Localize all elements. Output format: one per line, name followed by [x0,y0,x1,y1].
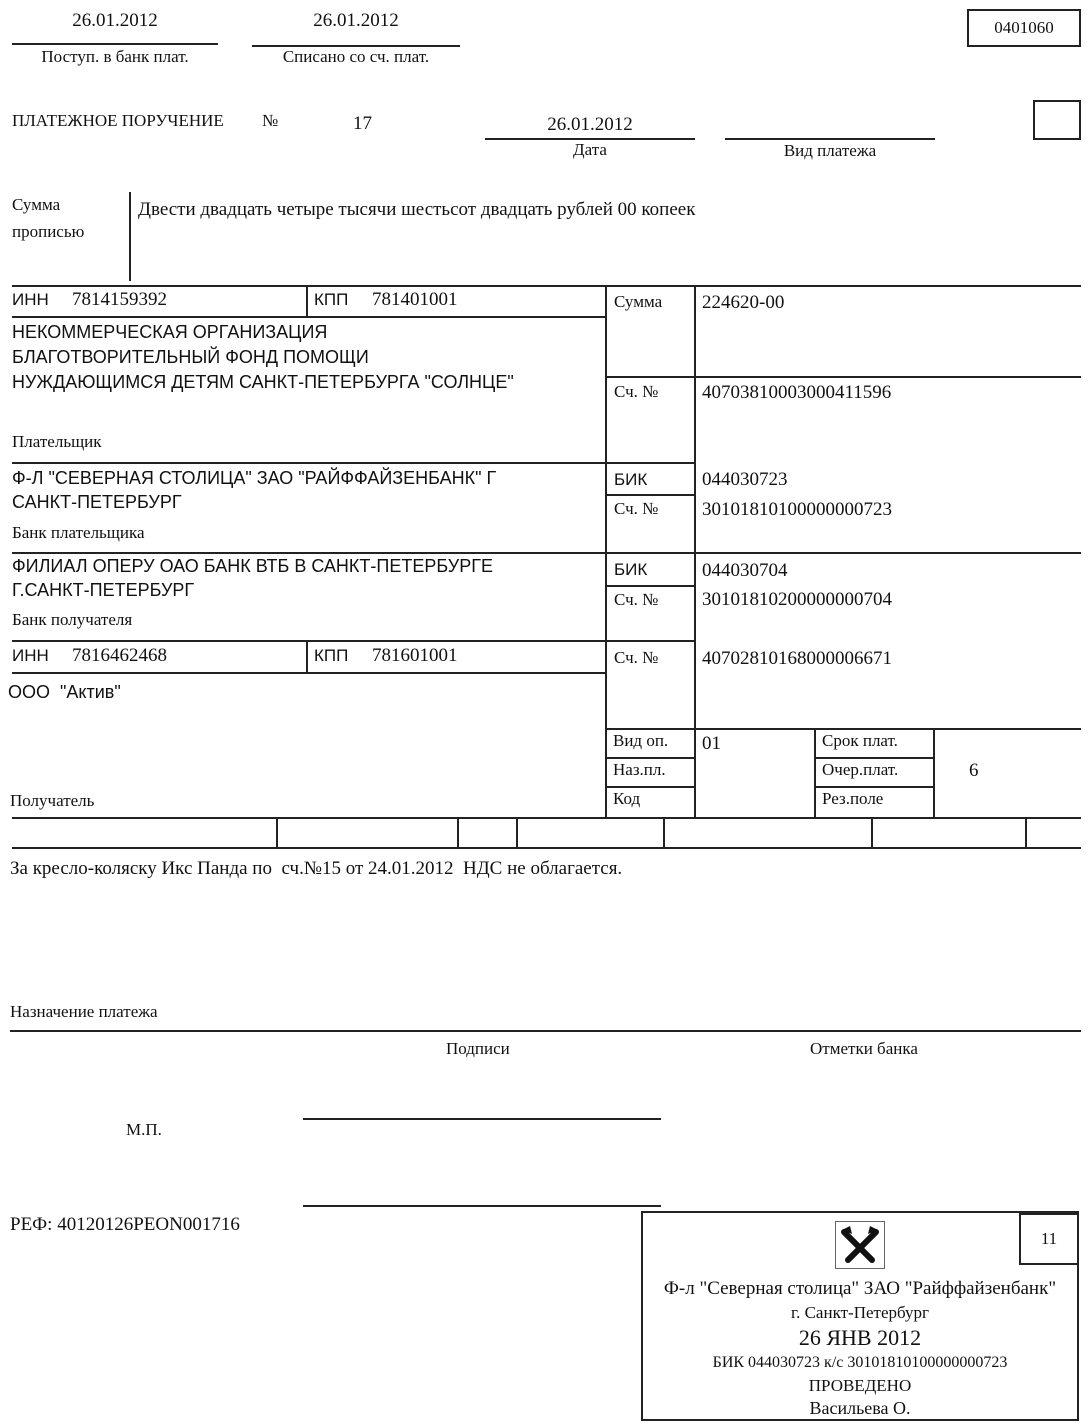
stamp-bank-details: БИК 044030723 к/с 30101810100000000723 [712,1354,1008,1371]
order-date-label: Дата [573,140,607,159]
stamp-place-label: М.П. [126,1120,162,1139]
tax-fields-top-line [12,817,1081,819]
payer-bank-name-line-1: Ф-Л "СЕВЕРНАЯ СТОЛИЦА" ЗАО "РАЙФФАЙЗЕНБАНК" Г [12,468,497,488]
amount-words-divider [129,192,131,281]
payee-account: 40702810168000006671 [702,648,892,669]
payer-bank-account: 30101810100000000723 [702,499,892,520]
received-date: 26.01.2012 [72,10,158,31]
stamp-bank-name: Ф-л "Северная столица" ЗАО "Райффайзенбанк" [663,1278,1057,1299]
tax-field-divider-4 [663,817,665,847]
details-row-line-2b [814,786,934,788]
payer-bottom-line [12,462,695,464]
stamp-date: 26 ЯНВ 2012 [798,1325,922,1350]
payer-bank-account-label: Сч. № [614,499,659,518]
payer-account-label: Сч. № [614,382,659,401]
payer-kpp-label: КПП [314,290,349,309]
bank-marks-label: Отметки банка [810,1039,918,1058]
sum-value: 224620-00 [702,292,785,313]
amount-words-label-2: прописью [12,222,85,241]
stamp-city: г. Санкт-Петербург [791,1303,929,1322]
amount-words-label-1: Сумма [12,195,61,214]
payee-bank-bottom-line [12,640,695,642]
payee-bank-account-label: Сч. № [614,590,659,609]
payee-bank-bik-label: БИК [614,560,648,579]
payment-type-line [725,138,935,140]
column-divider-left [605,285,607,817]
order-date: 26.01.2012 [547,114,633,135]
payer-bank-bottom-line [12,552,1081,554]
payer-bank-label: Банк плательщика [12,523,145,542]
purpose-label: Назначение платежа [10,1002,158,1021]
signatures-label: Подписи [446,1039,510,1058]
amount-words-text: Двести двадцать четыре тысячи шестьсот двадцать рублей 00 копеек [138,199,696,220]
priority-value: 6 [969,760,979,781]
payee-label: Получатель [10,791,95,810]
column-divider-right [694,285,696,817]
form-code-box [967,9,1081,47]
debited-date-label: Списано со сч. плат. [282,47,430,66]
sum-bottom-line [605,376,1081,378]
payee-kpp-label: КПП [314,646,349,665]
signature-line-2 [303,1205,661,1207]
stamp-number-box [1019,1213,1079,1265]
bank-logo-icon [835,1221,885,1269]
payee-bank-bik-line [605,585,695,587]
priority-label: Очер.плат. [822,760,899,779]
payee-inn: 7816462468 [72,645,167,666]
reference: РЕФ: 40120126PEON001716 [10,1214,240,1235]
payee-bank-label: Банк получателя [12,610,133,629]
payment-type-label: Вид платежа [783,141,877,160]
payer-bank-bik-label: БИК [614,470,648,489]
details-row-line-2a [605,786,695,788]
bank-stamp [641,1211,1079,1421]
debited-date: 26.01.2012 [313,10,399,31]
purpose-bottom-line [10,1030,1081,1032]
tax-field-divider-5 [871,817,873,847]
payer-inn-label: ИНН [12,290,49,309]
payee-account-label: Сч. № [614,648,659,667]
status-box [1033,100,1081,140]
reserve-label: Рез.поле [822,789,884,808]
op-type-value: 01 [702,733,721,754]
payee-name: ООО "Актив" [8,682,121,702]
signature-line-1 [303,1118,661,1120]
purpose-code-label: Наз.пл. [613,760,666,779]
purpose-text: За кресло-коляску Икс Панда по сч.№15 от 24.01.2012 НДС не облагается. [10,858,623,879]
payee-bank-name-line-1: ФИЛИАЛ ОПЕРУ ОАО БАНК ВТБ В САНКТ-ПЕТЕРБУРГЕ [12,556,493,576]
tax-fields-bottom-line [12,847,1081,849]
payer-bank-name-line-2: САНКТ-ПЕТЕРБУРГ [12,492,182,512]
payee-bank-bik: 044030704 [702,560,788,581]
stamp-number: 11 [1040,1229,1058,1248]
received-date-label: Поступ. в банк плат. [41,47,189,66]
payer-label: Плательщик [12,432,102,451]
details-divider-1 [814,728,816,817]
sum-label: Сумма [614,292,663,311]
payee-inn-label: ИНН [12,646,49,665]
tax-field-divider-1 [276,817,278,847]
due-label: Срок плат. [822,731,898,750]
details-divider-2 [933,728,935,817]
payee-kpp: 781601001 [372,645,458,666]
payer-name-line-3: НУЖДАЮЩИМСЯ ДЕТЯМ САНКТ-ПЕТЕРБУРГА "СОЛНЦЕ" [12,372,514,392]
order-number-sign: № [262,111,279,130]
table-top-line [12,285,1081,287]
payee-inn-bottom-line [12,672,606,674]
tax-field-divider-2 [457,817,459,847]
payer-inn: 7814159392 [72,289,167,310]
received-date-line [12,43,218,45]
details-top-line [605,728,1081,730]
tax-field-divider-6 [1025,817,1027,847]
tax-field-divider-3 [516,817,518,847]
order-title: ПЛАТЕЖНОЕ ПОРУЧЕНИЕ [12,111,224,130]
payer-name-line-1: НЕКОММЕРЧЕСКАЯ ОРГАНИЗАЦИЯ [12,322,328,342]
details-row-line-1b [814,757,934,759]
payer-bank-bik-line [605,494,695,496]
stamp-clerk: Васильева О. [809,1398,911,1418]
details-row-line-1a [605,757,695,759]
payee-bank-name-line-2: Г.САНКТ-ПЕТЕРБУРГ [12,580,195,600]
payer-inn-kpp-divider [306,285,308,316]
payee-inn-kpp-divider [306,640,308,672]
payee-bank-account: 30101810200000000704 [702,589,892,610]
payer-kpp: 781401001 [372,289,458,310]
code-label: Код [613,789,641,808]
payer-bank-bik: 044030723 [702,469,788,490]
payer-inn-bottom-line [12,316,606,318]
payer-name-line-2: БЛАГОТВОРИТЕЛЬНЫЙ ФОНД ПОМОЩИ [12,347,369,367]
form-code: 0401060 [994,18,1054,37]
stamp-status: ПРОВЕДЕНО [808,1376,912,1395]
op-type-label: Вид оп. [613,731,669,750]
payer-account: 40703810003000411596 [702,382,892,403]
order-number: 17 [353,113,372,134]
